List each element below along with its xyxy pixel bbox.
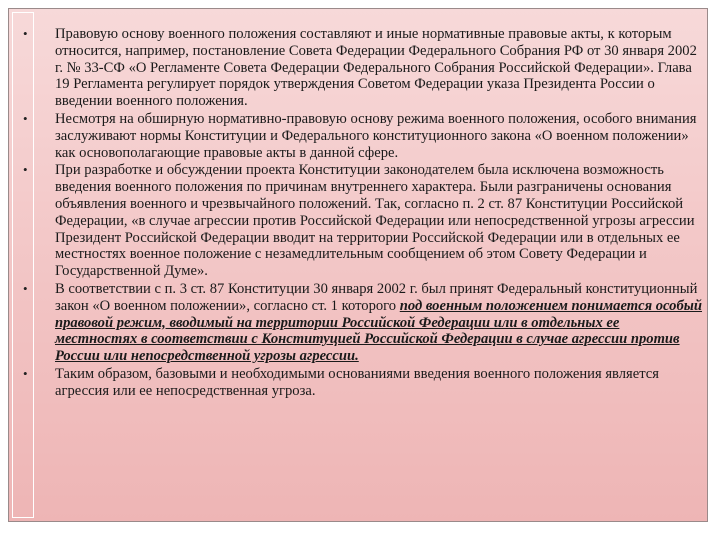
bullet-item-1 (23, 26, 705, 110)
bullet-icon: • (23, 162, 28, 178)
bullet-icon: • (23, 365, 28, 381)
bullet-text: Несмотря на обширную нормативно-правовую основу режима военного положения, особого внимания заслуживают нормы Конституции и Федерального конституционного закона «О военном положении» как основополагающие правовые акты в данной сфере. (55, 110, 697, 161)
bullet-text: В соответствии с п. 3 ст. 87 Конституции 30 января 2002 г. был принят Федеральный конституционный закон «О военном положении», согласно ст. 1 которого (55, 280, 698, 314)
bullet-text: При разработке и обсуждении проекта Конституции законодателем была исключена возможность введения военного положения по причинам внутреннего характера. Были разграничены основания объявления военного и чрезвычайного положений. Так, согласно п. 2 ст. 87 Конституции Российской Федерации, «в случае агрессии против Российской Федерации или непосредственной угрозы агрессии Президент Российской Федерации вводит на территории Российской Федерации или в отдельных ее местностях военное положение с незамедлительным сообщением об этом Совету Федерации и Государственной Думе». (55, 162, 695, 280)
bullet-icon: • (23, 280, 28, 296)
bullet-icon: • (23, 26, 28, 41)
definition-emphasis: под военным положением понимается особый правовой режим, вводимый на территории Российской Федерации или в отдельных ее местностях в соответствии с Конституцией Российской Федерации в случае агрессии против России или непосредственной угрозы агрессии. (55, 297, 702, 365)
bullet-item-4 (23, 281, 705, 365)
bullet-item-2 (23, 111, 705, 161)
bullet-text: Правовую основу военного положения составляют и иные нормативные правовые акты, к которым относится, например, постановление Совета Федерации Федерального Собрания РФ от 30 января 2002 г. № 33-СФ «О Регламенте Совета Федерации Федерального Собрания Российской Федерации». Глава 19 Регламента регулирует порядок утверждения Советом Федерации указа Президента России о введении военного положения. (55, 26, 697, 110)
bullet-list (23, 26, 705, 401)
bullet-icon: • (23, 110, 28, 126)
bullet-item-3 (23, 162, 705, 280)
content-panel (8, 8, 708, 522)
bullet-text: Таким образом, базовыми и необходимыми основаниями введения военного положения является агрессия или ее непосредственная угроза. (55, 365, 659, 399)
bullet-item-5 (23, 366, 705, 400)
